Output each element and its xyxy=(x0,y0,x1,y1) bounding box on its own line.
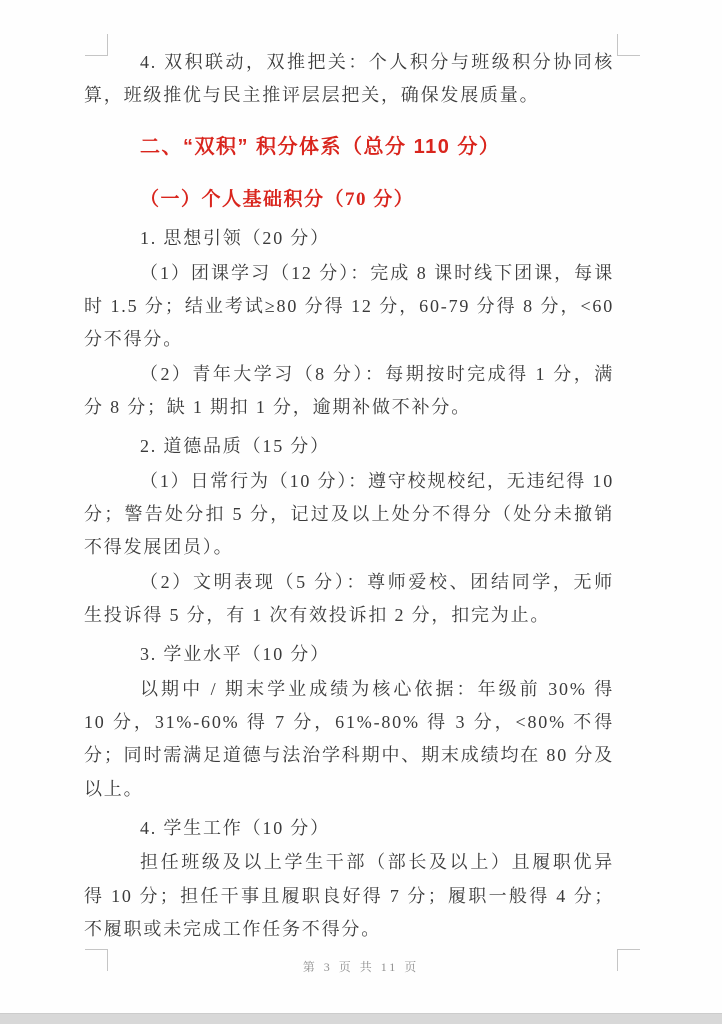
paragraph-academic-criteria: 以期中 / 期末学业成绩为核心依据：年级前 30% 得 10 分，31%-60% 得 7 分，61%-80% 得 3 分，<80% 不得分；同时需满足道德与法治学科期中、期末成绩均在 80 分及以上。 xyxy=(84,678,614,799)
paragraph-league-class-study: （1）团课学习（12 分）：完成 8 课时线下团课，每课时 1.5 分；结业考试≥80 分得 12 分，60-79 分得 8 分，<60 分不得分。 xyxy=(84,262,614,349)
item-heading-moral-quality: 2. 道德品质（15 分） xyxy=(140,436,330,457)
paragraph-student-work-criteria: 担任班级及以上学生干部（部长及以上）且履职优异得 10 分；担任干事且履职良好得 7 分；履职一般得 4 分；不履职或未完成工作任务不得分。 xyxy=(84,852,614,939)
page-footer xyxy=(0,958,722,975)
page-number-indicator: 第 3 页 共 11 页 xyxy=(302,960,420,974)
sub-heading-personal-base-points: （一）个人基础积分（70 分） xyxy=(140,188,415,210)
document-text-block xyxy=(84,46,614,948)
window-background-strip xyxy=(0,1013,722,1024)
item-heading-ideology: 1. 思想引领（20 分） xyxy=(140,227,330,248)
margin-mark-top-right-icon xyxy=(617,34,640,56)
paragraph-civilized-conduct: （2）文明表现（5 分）：尊师爱校、团结同学，无师生投诉得 5 分，有 1 次有效投诉扣 2 分，扣完为止。 xyxy=(84,571,614,626)
paragraph-daily-behavior: （1）日常行为（10 分）：遵守校规校纪，无违纪得 10 分；警告处分扣 5 分，记过及以上处分不得分（处分未撤销不得发展团员）。 xyxy=(84,470,614,558)
item-heading-student-work: 4. 学生工作（10 分） xyxy=(140,817,330,838)
section-heading-points-system: 二、“双积” 积分体系（总分 110 分） xyxy=(140,136,501,159)
paragraph-dual-points-linkage: 4. 双积联动，双推把关：个人积分与班级积分协同核算，班级推优与民主推评层层把关，确保发展质量。 xyxy=(84,52,614,106)
item-heading-academic-level: 3. 学业水平（10 分） xyxy=(140,644,330,665)
paragraph-youth-study: （2）青年大学习（8 分）：每期按时完成得 1 分，满分 8 分；缺 1 期扣 1 分，逾期补做不补分。 xyxy=(84,363,614,417)
